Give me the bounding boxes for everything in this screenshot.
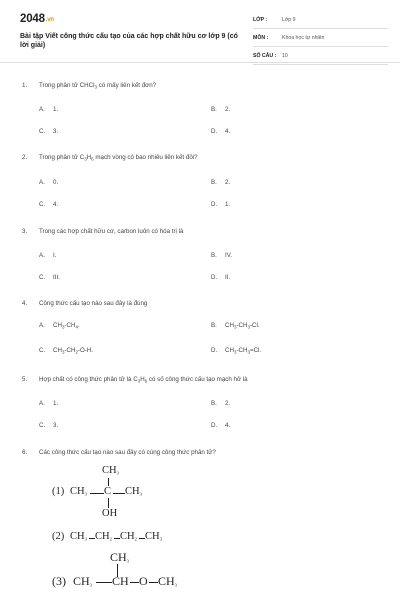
- meta-value: Lớp 9: [282, 17, 296, 23]
- option-a[interactable]: A. $CH_3-CH_4$.: [39, 322, 80, 330]
- option-d[interactable]: D. 1.: [211, 201, 231, 208]
- meta-row-count: [253, 51, 388, 65]
- meta-key: LỚP :: [253, 17, 268, 23]
- option-a[interactable]: A. 1.: [39, 106, 59, 113]
- option-d[interactable]: D. $CH_3-CH_3=Cl$.: [211, 347, 262, 355]
- question-text: Trong phân tử $C_3H_6$ mạch vòng có bao nhiêu liên kết đôi?: [39, 154, 198, 162]
- option-a[interactable]: A. 1.: [39, 400, 59, 407]
- document-title: Bài tập Viết công thức cấu tạo của các hợp chất hữu cơ lớp 9 (có lời giải): [20, 33, 238, 49]
- formula-top-group: $CH_3$: [102, 465, 119, 476]
- option-b[interactable]: B. 2.: [211, 400, 231, 407]
- option-d[interactable]: D. 4.: [211, 422, 231, 429]
- question-text: Các công thức cấu tạo nào sau đây có cùng công thức phân tử?: [39, 449, 216, 456]
- option-b[interactable]: B. 2.: [211, 106, 231, 113]
- question-number: 1.: [22, 82, 28, 89]
- formula-bottom-group: OH: [102, 508, 118, 519]
- site-logo[interactable]: [20, 13, 54, 25]
- bond-3: [149, 582, 158, 583]
- option-a[interactable]: A. I.: [39, 252, 57, 259]
- document-header: [0, 0, 400, 63]
- question-text: Trong các hợp chất hữu cơ, carbon luôn có hóa trị là: [39, 228, 184, 235]
- meta-row-class: [253, 15, 388, 29]
- formula-center-atom: C: [104, 486, 112, 497]
- option-c[interactable]: C. 4.: [39, 201, 59, 208]
- option-b[interactable]: B. $CH_3-CH_3-Cl$.: [211, 322, 260, 330]
- option-c[interactable]: C. 3.: [39, 128, 59, 135]
- meta-table: [253, 15, 388, 69]
- bond-vertical-bottom: [108, 498, 109, 508]
- question-number: 3.: [22, 228, 28, 235]
- question-number: 2.: [22, 154, 28, 161]
- formula-group-2: $CH_2$: [95, 531, 112, 542]
- bond-vertical-top: [108, 478, 109, 486]
- option-b[interactable]: B. IV.: [211, 252, 232, 259]
- meta-row-subject: [253, 33, 388, 47]
- option-b[interactable]: B. 2.: [211, 179, 231, 186]
- formula-top-group: $CH_3$: [110, 550, 129, 564]
- meta-key: SỐ CÂU :: [253, 53, 277, 59]
- bond-horizontal-left: [90, 493, 104, 494]
- formula-center-group: CH: [112, 574, 129, 588]
- question-number: 5.: [22, 376, 28, 383]
- question-number: 6.: [22, 449, 28, 456]
- option-a[interactable]: A. 0.: [39, 179, 59, 186]
- option-c[interactable]: C. III.: [39, 274, 60, 281]
- option-c[interactable]: C. $CH_3-CH_2-O-H$.: [39, 347, 94, 355]
- question-text: Hợp chất có công thức phân tử là $C_3H_6$ có số công thức cấu tạo mạch hở là: [39, 376, 248, 384]
- formula-right-group: $CH_3$: [125, 486, 142, 497]
- question-text: Công thức cấu tạo nào sau đây là đúng: [39, 300, 148, 307]
- formula-label: (3): [52, 574, 66, 588]
- option-d[interactable]: D. II.: [211, 274, 231, 281]
- formula-group-4: $CH_3$: [145, 531, 162, 542]
- bond-horizontal-right: [113, 493, 125, 494]
- option-c[interactable]: C. 3.: [39, 422, 59, 429]
- formula-oxygen: O: [139, 574, 148, 588]
- formula-label: (2): [52, 531, 65, 542]
- formula-right-group: $CH_3$: [158, 574, 177, 588]
- structural-formula-1: [52, 465, 172, 523]
- meta-value: 10: [282, 53, 288, 59]
- logo-text: 2048: [20, 13, 45, 25]
- question-number: 4.: [22, 300, 28, 307]
- formula-left-group: $CH_3$: [73, 574, 92, 588]
- bond-2: [130, 582, 139, 583]
- structural-formula-3: [52, 550, 212, 596]
- formula-left-group: $CH_3$: [70, 486, 87, 497]
- meta-value: Khoa học tự nhiên: [282, 35, 325, 41]
- formula-group-1: $CH_3$: [70, 531, 87, 542]
- meta-key: MÔN :: [253, 35, 269, 41]
- formula-group-3: $CH_2$: [120, 531, 137, 542]
- formula-label: (1): [52, 486, 65, 497]
- question-text: Trong phân tử CHCl$_3$ có mấy liên kết đơn?: [39, 82, 157, 90]
- option-d[interactable]: D. 4.: [211, 128, 231, 135]
- bond-1: [96, 582, 112, 583]
- structural-formula-2: [52, 531, 212, 545]
- logo-suffix: .vn: [45, 17, 54, 23]
